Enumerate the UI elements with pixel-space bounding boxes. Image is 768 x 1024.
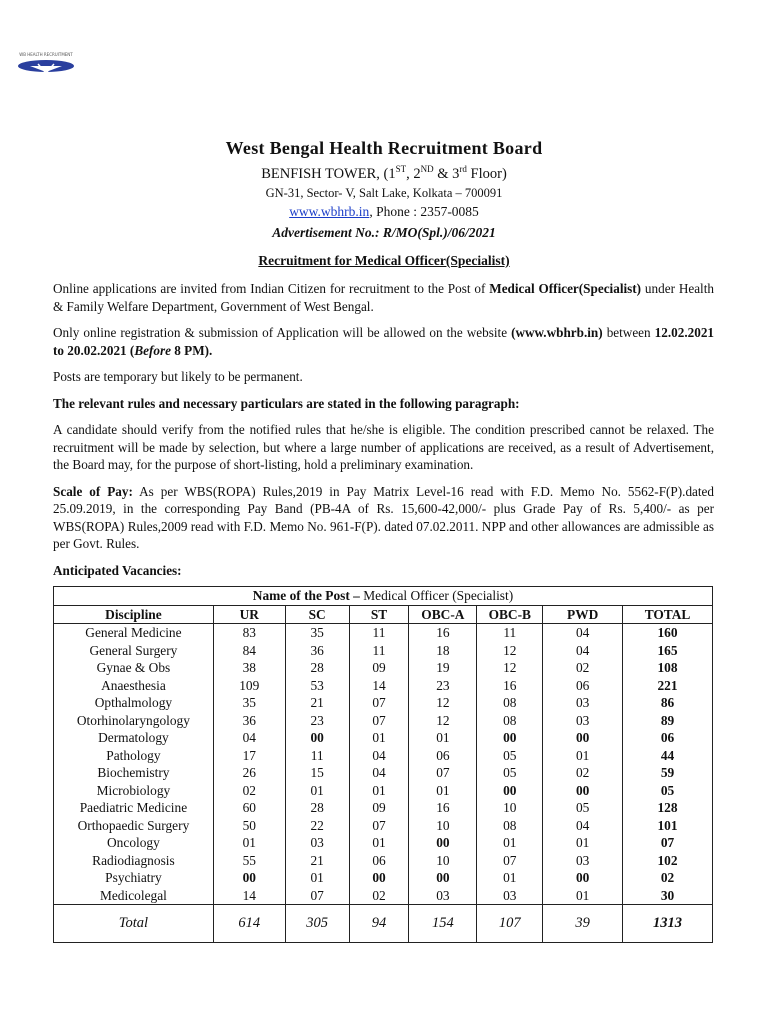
paragraph-registration: Only online registration & submission of Application will be allowed on the website (www.wbhrb.in) between 12.02.2021 to 20.02.2021 (Before 8 PM). xyxy=(53,325,714,358)
column-header: SC xyxy=(285,605,349,624)
value-cell: 08 xyxy=(477,817,543,835)
paragraph-posts: Posts are temporary but likely to be permanent. xyxy=(53,369,303,384)
value-cell: 08 xyxy=(477,694,543,712)
value-cell: 07 xyxy=(285,887,349,905)
value-cell: 11 xyxy=(285,747,349,765)
value-cell: 11 xyxy=(477,624,543,642)
column-header: Discipline xyxy=(54,605,214,624)
value-cell: 00 xyxy=(409,834,477,852)
value-cell: 06 xyxy=(409,747,477,765)
address-line-1: BENFISH TOWER, (1ST, 2ND & 3rd Floor) xyxy=(261,164,507,182)
value-cell: 00 xyxy=(543,782,623,800)
value-cell: 05 xyxy=(623,782,713,800)
value-cell: 06 xyxy=(543,677,623,695)
discipline-cell: Microbiology xyxy=(54,782,214,800)
value-cell: 109 xyxy=(213,677,285,695)
value-cell: 10 xyxy=(409,817,477,835)
column-header: OBC-B xyxy=(477,605,543,624)
total-cell: 305 xyxy=(285,905,349,943)
value-cell: 05 xyxy=(477,747,543,765)
table-row xyxy=(54,764,713,782)
value-cell: 17 xyxy=(213,747,285,765)
value-cell: 03 xyxy=(543,712,623,730)
value-cell: 16 xyxy=(409,624,477,642)
value-cell: 01 xyxy=(213,834,285,852)
value-cell: 03 xyxy=(409,887,477,905)
discipline-cell: Anaesthesia xyxy=(54,677,214,695)
advertisement-body xyxy=(53,280,714,588)
discipline-cell: Medicolegal xyxy=(54,887,214,905)
table-row xyxy=(54,869,713,887)
value-cell: 06 xyxy=(623,729,713,747)
discipline-cell: General Medicine xyxy=(54,624,214,642)
value-cell: 11 xyxy=(349,642,409,660)
value-cell: 07 xyxy=(477,852,543,870)
value-cell: 165 xyxy=(623,642,713,660)
value-cell: 04 xyxy=(213,729,285,747)
value-cell: 05 xyxy=(543,799,623,817)
value-cell: 01 xyxy=(349,834,409,852)
discipline-cell: Radiodiagnosis xyxy=(54,852,214,870)
value-cell: 02 xyxy=(349,887,409,905)
value-cell: 04 xyxy=(349,764,409,782)
paragraph-scale-of-pay: Scale of Pay: As per WBS(ROPA) Rules,2019 in Pay Matrix Level-16 read with F.D. Memo No. 5562-F(P).dated 25.09.2019, in the corresponding Pay Band (PB-4A of Rs. 15,600-42,000/- plus Grade Pay of Rs. 5,400/- as per WBS(ROPA) Rules,2009 read with F.D. Memo No. 961-F(P). dated 07.02.2011. NPP and other allowances are admissible as per Govt. Rules. xyxy=(53,483,715,551)
value-cell: 35 xyxy=(213,694,285,712)
value-cell: 44 xyxy=(623,747,713,765)
value-cell: 00 xyxy=(543,729,623,747)
value-cell: 01 xyxy=(349,782,409,800)
value-cell: 03 xyxy=(285,834,349,852)
table-row xyxy=(54,747,713,765)
total-cell: 94 xyxy=(349,905,409,943)
value-cell: 05 xyxy=(477,764,543,782)
value-cell: 36 xyxy=(213,712,285,730)
value-cell: 09 xyxy=(349,799,409,817)
value-cell: 160 xyxy=(623,624,713,642)
value-cell: 04 xyxy=(543,642,623,660)
paragraph-invitation: Online applications are invited from Indian Citizen for recruitment to the Post of Medical Officer(Specialist) under Health & Family Welfare Department, Government of West Bengal. xyxy=(53,281,714,314)
value-cell: 00 xyxy=(285,729,349,747)
value-cell: 50 xyxy=(213,817,285,835)
value-cell: 22 xyxy=(285,817,349,835)
value-cell: 221 xyxy=(623,677,713,695)
paragraph-rules-heading: The relevant rules and necessary particulars are stated in the following paragraph: xyxy=(53,395,520,411)
value-cell: 18 xyxy=(409,642,477,660)
value-cell: 03 xyxy=(477,887,543,905)
column-header: TOTAL xyxy=(623,605,713,624)
advertisement-number: Advertisement No.: R/MO(Spl.)/06/2021 xyxy=(272,225,496,240)
total-cell: 107 xyxy=(477,905,543,943)
value-cell: 23 xyxy=(285,712,349,730)
table-row xyxy=(54,852,713,870)
discipline-cell: General Surgery xyxy=(54,642,214,660)
value-cell: 02 xyxy=(543,764,623,782)
value-cell: 00 xyxy=(349,869,409,887)
value-cell: 15 xyxy=(285,764,349,782)
value-cell: 09 xyxy=(349,659,409,677)
discipline-cell: Pathology xyxy=(54,747,214,765)
table-caption-row xyxy=(54,587,713,606)
discipline-cell: Biochemistry xyxy=(54,764,214,782)
column-header: ST xyxy=(349,605,409,624)
table-row xyxy=(54,642,713,660)
contact-line xyxy=(0,202,768,222)
value-cell: 84 xyxy=(213,642,285,660)
value-cell: 02 xyxy=(543,659,623,677)
value-cell: 01 xyxy=(285,869,349,887)
paragraph-eligibility: A candidate should verify from the notified rules that he/she is eligible. The condition prescribed cannot be relaxed. The recruitment will be made by selection, but where a large number of applications are received, as a result of Advertisement, the Board may, for the purpose of short-listing, hold a preliminary examination. xyxy=(53,422,714,472)
board-logo xyxy=(16,44,76,74)
value-cell: 00 xyxy=(543,869,623,887)
discipline-cell: Dermatology xyxy=(54,729,214,747)
table-row xyxy=(54,694,713,712)
value-cell: 00 xyxy=(477,729,543,747)
value-cell: 01 xyxy=(285,782,349,800)
discipline-cell: Otorhinolaryngology xyxy=(54,712,214,730)
board-title: West Bengal Health Recruitment Board xyxy=(225,138,543,158)
table-row xyxy=(54,799,713,817)
value-cell: 16 xyxy=(477,677,543,695)
table-header-row xyxy=(54,605,713,624)
value-cell: 07 xyxy=(349,694,409,712)
value-cell: 07 xyxy=(349,712,409,730)
value-cell: 108 xyxy=(623,659,713,677)
value-cell: 53 xyxy=(285,677,349,695)
value-cell: 14 xyxy=(213,887,285,905)
discipline-cell: Paediatric Medicine xyxy=(54,799,214,817)
total-cell: 614 xyxy=(213,905,285,943)
value-cell: 12 xyxy=(477,659,543,677)
grand-total: 1313 xyxy=(623,905,713,943)
discipline-cell: Oncology xyxy=(54,834,214,852)
value-cell: 04 xyxy=(543,624,623,642)
value-cell: 83 xyxy=(213,624,285,642)
value-cell: 26 xyxy=(213,764,285,782)
value-cell: 03 xyxy=(543,852,623,870)
table-row xyxy=(54,712,713,730)
recruitment-title: Recruitment for Medical Officer(Specialist) xyxy=(258,253,510,268)
value-cell: 01 xyxy=(349,729,409,747)
table-row xyxy=(54,659,713,677)
table-row xyxy=(54,887,713,905)
total-cell: 39 xyxy=(543,905,623,943)
column-header: UR xyxy=(213,605,285,624)
value-cell: 00 xyxy=(409,869,477,887)
value-cell: 36 xyxy=(285,642,349,660)
value-cell: 28 xyxy=(285,659,349,677)
vacancies-table xyxy=(53,586,713,943)
value-cell: 07 xyxy=(623,834,713,852)
value-cell: 01 xyxy=(409,782,477,800)
column-header: OBC-A xyxy=(409,605,477,624)
value-cell: 10 xyxy=(477,799,543,817)
value-cell: 12 xyxy=(409,694,477,712)
table-row xyxy=(54,729,713,747)
value-cell: 08 xyxy=(477,712,543,730)
discipline-cell: Orthopaedic Surgery xyxy=(54,817,214,835)
value-cell: 02 xyxy=(213,782,285,800)
value-cell: 06 xyxy=(349,852,409,870)
total-label: Total xyxy=(54,905,214,943)
value-cell: 86 xyxy=(623,694,713,712)
table-total-row xyxy=(54,905,713,943)
value-cell: 04 xyxy=(349,747,409,765)
value-cell: 01 xyxy=(477,834,543,852)
value-cell: 101 xyxy=(623,817,713,835)
value-cell: 16 xyxy=(409,799,477,817)
discipline-cell: Opthalmology xyxy=(54,694,214,712)
value-cell: 89 xyxy=(623,712,713,730)
value-cell: 19 xyxy=(409,659,477,677)
table-row xyxy=(54,817,713,835)
value-cell: 01 xyxy=(477,869,543,887)
website-link[interactable]: www.wbhrb.in xyxy=(289,203,370,219)
value-cell: 38 xyxy=(213,659,285,677)
logo-text: WB HEALTH RECRUITMENT xyxy=(19,52,73,57)
table-row xyxy=(54,677,713,695)
table-row xyxy=(54,624,713,642)
table-body xyxy=(54,624,713,905)
value-cell: 30 xyxy=(623,887,713,905)
value-cell: 00 xyxy=(213,869,285,887)
value-cell: 21 xyxy=(285,852,349,870)
value-cell: 12 xyxy=(409,712,477,730)
total-cell: 154 xyxy=(409,905,477,943)
column-header: PWD xyxy=(543,605,623,624)
value-cell: 10 xyxy=(409,852,477,870)
value-cell: 28 xyxy=(285,799,349,817)
value-cell: 07 xyxy=(409,764,477,782)
value-cell: 01 xyxy=(543,834,623,852)
value-cell: 128 xyxy=(623,799,713,817)
value-cell: 04 xyxy=(543,817,623,835)
value-cell: 00 xyxy=(477,782,543,800)
table-row xyxy=(54,834,713,852)
vacancies-label: Anticipated Vacancies: xyxy=(53,562,182,578)
phone: , Phone : 2357-0085 xyxy=(369,203,479,219)
value-cell: 60 xyxy=(213,799,285,817)
value-cell: 102 xyxy=(623,852,713,870)
table-row xyxy=(54,782,713,800)
address-line-2: GN-31, Sector- V, Salt Lake, Kolkata – 700091 xyxy=(265,185,503,200)
value-cell: 14 xyxy=(349,677,409,695)
value-cell: 03 xyxy=(543,694,623,712)
value-cell: 07 xyxy=(349,817,409,835)
value-cell: 35 xyxy=(285,624,349,642)
value-cell: 02 xyxy=(623,869,713,887)
value-cell: 21 xyxy=(285,694,349,712)
value-cell: 12 xyxy=(477,642,543,660)
value-cell: 23 xyxy=(409,677,477,695)
discipline-cell: Gynae & Obs xyxy=(54,659,214,677)
value-cell: 11 xyxy=(349,624,409,642)
value-cell: 01 xyxy=(543,747,623,765)
value-cell: 01 xyxy=(409,729,477,747)
value-cell: 55 xyxy=(213,852,285,870)
post-name-cell: Name of the Post – Medical Officer (Specialist) xyxy=(54,587,713,606)
discipline-cell: Psychiatry xyxy=(54,869,214,887)
value-cell: 59 xyxy=(623,764,713,782)
letterhead xyxy=(0,137,768,222)
value-cell: 01 xyxy=(543,887,623,905)
